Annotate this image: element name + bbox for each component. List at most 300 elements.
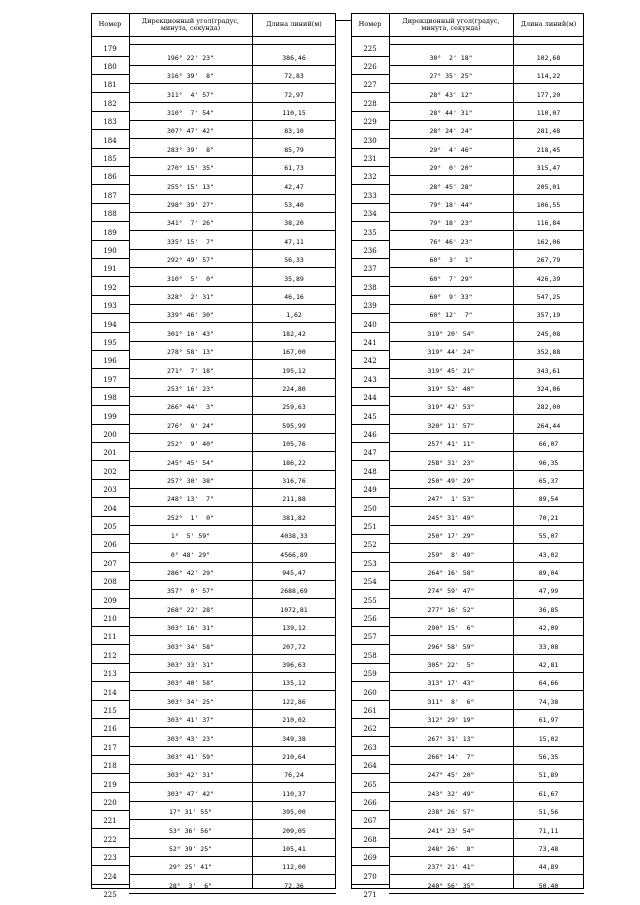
direction-angle-cell: 252° 9' 40" [167,440,214,449]
point-number: 239 [363,302,377,311]
line-length-cell: 282,00 [536,403,561,412]
row-separator [129,414,336,415]
line-length-cell: 357,19 [536,311,561,320]
point-number: 231 [363,154,377,163]
header-number: Номер [98,20,122,29]
line-length-cell: 1,62 [286,311,302,320]
number-separator [91,681,129,682]
number-separator [91,56,129,57]
point-number: 263 [363,743,377,752]
row-separator [389,341,584,342]
row-separator [389,396,584,397]
direction-angle-cell: 30° 2' 18" [429,53,473,62]
number-separator [351,148,389,149]
point-number: 228 [363,99,377,108]
direction-angle-cell: 328° 2' 31" [167,292,214,301]
line-length-cell: 267,79 [536,256,561,265]
line-length-cell: 110,15 [282,108,306,117]
point-number: 227 [363,81,377,90]
direction-angle-cell: 278° 58' 13" [167,348,214,357]
row-separator [389,874,584,875]
direction-angle-cell: 243° 32' 49" [427,789,475,798]
number-separator [91,442,129,443]
point-number: 255 [363,596,377,605]
number-separator [351,736,389,737]
point-number: 219 [103,780,117,789]
line-length-cell: 85,79 [284,145,304,154]
row-separator [389,838,584,839]
row-separator [389,83,584,84]
number-separator [351,111,389,112]
direction-angle-cell: 286° 42' 29" [167,568,214,577]
direction-angle-cell: 247° 1' 53" [427,495,475,504]
point-number: 215 [103,706,117,715]
line-length-cell: 89,04 [538,568,559,577]
direction-angle-cell: 257° 41' 11" [427,440,475,449]
number-separator [351,276,389,277]
row-separator [129,709,336,710]
number-separator [351,644,389,645]
row-separator [129,506,336,507]
direction-angle-cell: 303° 47' 42" [167,789,214,798]
row-separator [389,322,584,323]
direction-angle-cell: 311° 8' 6" [427,697,475,706]
row-separator [389,727,584,728]
row-separator [389,654,584,655]
row-separator [129,175,336,176]
row-separator [389,764,584,765]
direction-angle-cell: 303° 34' 25" [167,697,214,706]
table-connector-line [336,20,351,21]
number-separator [351,240,389,241]
row-separator [389,598,584,599]
point-number: 271 [363,890,377,899]
point-number: 262 [363,725,377,734]
direction-angle-cell: 319° 44' 24" [427,348,475,357]
line-length-cell: 135,12 [282,679,306,688]
row-separator [129,359,336,360]
row-separator [389,249,584,250]
direction-angle-cell: 27° 35' 25" [429,72,473,81]
direction-angle-cell: 53° 36' 56" [168,826,213,835]
row-separator [129,874,336,875]
line-length-cell: 116,84 [536,219,561,228]
direction-angle-cell: 245° 31' 49" [427,513,475,522]
direction-angle-cell: 29° 4' 46" [429,145,473,154]
line-length-cell: 595,99 [282,421,306,430]
row-separator [389,893,584,894]
row-separator [129,764,336,765]
number-separator [351,755,389,756]
point-number: 213 [103,670,117,679]
point-number: 195 [103,338,117,347]
row-separator [389,506,584,507]
line-length-cell: 56,33 [284,256,304,265]
number-separator [351,442,389,443]
header-angle: Дирекционный угол(градус, минута, секунда) [402,16,500,32]
number-separator [351,332,389,333]
row-separator [389,635,584,636]
line-length-cell: 72,97 [284,90,304,99]
number-separator [91,111,129,112]
line-length-cell: 51,56 [538,808,559,817]
line-length-cell: 106,55 [536,200,561,209]
number-separator [91,589,129,590]
line-length-cell: 205,01 [536,182,561,191]
line-length-cell: 83,10 [284,127,304,136]
line-length-cell: 42,47 [284,182,304,191]
direction-angle-cell: 307° 47' 42" [167,127,214,136]
line-length-cell: 218,45 [536,145,561,154]
line-length-cell: 114,22 [536,72,561,81]
line-length-cell: 33,08 [538,642,559,651]
line-length-cell: 195,12 [282,366,306,375]
number-separator [91,295,129,296]
line-length-cell: 177,20 [536,90,561,99]
line-length-cell: 245,08 [536,329,561,338]
number-separator [91,203,129,204]
number-separator [91,755,129,756]
direction-angle-cell: 266° 44' 3" [167,403,214,412]
number-separator [351,589,389,590]
direction-angle-cell: 316° 39' 8" [167,72,214,81]
line-length-cell: 122,86 [282,697,306,706]
line-length-cell: 2688,69 [280,587,308,596]
line-length-cell: 61,73 [284,164,304,173]
direction-angle-cell: 270° 15' 35" [167,164,214,173]
number-separator [91,810,129,811]
line-length-cell: 945,47 [282,568,306,577]
number-separator [351,865,389,866]
number-separator [351,608,389,609]
line-length-cell: 35,89 [284,274,304,283]
point-number: 236 [363,246,377,255]
row-separator [129,819,336,820]
line-length-cell: 110,37 [282,789,306,798]
row-separator [389,378,584,379]
table-header [351,14,584,37]
point-number: 200 [103,430,117,439]
line-length-cell: 42,81 [538,660,559,669]
number-separator [351,497,389,498]
number-separator [91,405,129,406]
number-separator [91,608,129,609]
point-number: 198 [103,394,117,403]
row-separator [389,359,584,360]
row-separator [129,433,336,434]
direction-angle-cell: 310° 5' 0" [167,274,214,283]
point-number: 220 [103,798,117,807]
line-length-cell: 386,46 [282,53,306,62]
point-number: 269 [363,854,377,863]
row-separator [129,856,336,857]
line-length-cell: 66,07 [538,440,559,449]
point-number: 225 [103,890,117,899]
line-length-cell: 70,21 [538,513,559,522]
line-length-cell: 167,00 [282,348,306,357]
header-angle: Дирекционный угол(градус, минута, секунда) [141,16,240,32]
header-number: Номер [358,20,382,29]
number-separator [351,663,389,664]
point-number: 184 [103,136,117,145]
direction-angle-cell: 303° 43' 23" [167,734,214,743]
number-separator [351,460,389,461]
direction-angle-cell: 257° 30' 38" [167,476,214,485]
number-separator [351,56,389,57]
direction-angle-cell: 271° 7' 18" [167,366,214,375]
direction-angle-cell: 29° 0' 20" [429,164,473,173]
direction-angle-cell: 258° 31' 23" [427,458,475,467]
row-separator [389,801,584,802]
line-length-cell: 105,76 [282,440,306,449]
number-separator [351,313,389,314]
number-separator [91,828,129,829]
point-number: 208 [103,578,117,587]
direction-angle-cell: 247° 45' 20" [427,771,475,780]
line-length-cell: 139,12 [282,624,306,633]
number-separator [351,516,389,517]
direction-angle-cell: 264° 16' 58" [427,568,475,577]
row-separator [389,304,584,305]
line-length-cell: 43,02 [538,550,559,559]
direction-angle-cell: 303° 41' 59" [167,752,214,761]
direction-angle-cell: 310° 7' 54" [167,108,214,117]
point-number: 244 [363,394,377,403]
direction-angle-cell: 76° 46' 23" [429,237,473,246]
row-separator [129,120,336,121]
row-separator [389,120,584,121]
row-separator [129,267,336,268]
direction-angle-cell: 0° 48' 29" [170,550,211,559]
point-number: 193 [103,302,117,311]
line-length-cell: 72,83 [284,72,304,81]
point-number: 194 [103,320,117,329]
direction-angle-cell: 250° 49' 29" [427,476,475,485]
number-separator [351,479,389,480]
row-separator [129,598,336,599]
number-separator [351,129,389,130]
number-separator [91,460,129,461]
row-separator [389,709,584,710]
point-number: 182 [103,99,117,108]
number-separator [91,884,129,885]
number-separator [351,424,389,425]
row-separator [389,690,584,691]
direction-angle-cell: 303° 42' 31" [167,771,214,780]
number-separator [91,497,129,498]
row-separator [129,212,336,213]
number-separator [91,258,129,259]
point-number: 181 [103,81,117,90]
number-separator [351,184,389,185]
row-separator [389,267,584,268]
point-number: 201 [103,449,117,458]
direction-angle-cell: 28° 24' 24" [429,127,473,136]
direction-angle-cell: 240° 56' 35" [427,881,475,890]
row-separator [129,378,336,379]
direction-angle-cell: 320° 11' 57" [427,421,475,430]
direction-angle-cell: 196° 22' 23" [167,53,214,62]
direction-angle-cell: 237° 21' 41" [427,863,475,872]
number-separator [91,700,129,701]
number-separator [91,332,129,333]
number-separator [91,479,129,480]
number-separator [91,148,129,149]
point-number: 261 [363,706,377,715]
direction-angle-cell: 248° 26' 8" [427,844,475,853]
point-number: 196 [103,357,117,366]
direction-angle-cell: 335° 15' 7" [167,237,214,246]
point-number: 253 [363,559,377,568]
row-separator [129,543,336,544]
line-length-cell: 64,66 [538,679,559,688]
line-length-cell: 15,02 [538,734,559,743]
point-number: 235 [363,228,377,237]
line-length-cell: 53,40 [284,200,304,209]
line-length-cell: 42,09 [538,624,559,633]
direction-angle-cell: 28° 44' 31" [429,108,473,117]
direction-angle-cell: 274° 59' 47" [427,587,475,596]
point-number: 186 [103,173,117,182]
number-separator [351,92,389,93]
line-length-cell: 426,39 [536,274,561,283]
number-separator [91,571,129,572]
line-length-cell: 396,63 [282,660,306,669]
line-length-cell: 381,82 [282,513,306,522]
row-separator [389,175,584,176]
line-length-cell: 56,35 [538,752,559,761]
point-number: 212 [103,651,117,660]
row-separator [129,690,336,691]
line-length-cell: 207,72 [282,642,306,651]
direction-angle-cell: 253° 16' 23" [167,384,214,393]
direction-angle-cell: 268° 22' 28" [167,605,214,614]
row-separator [129,580,336,581]
number-separator [351,718,389,719]
row-separator [129,65,336,66]
row-separator [389,470,584,471]
point-number: 267 [363,817,377,826]
point-number: 225 [363,44,377,53]
line-length-cell: 110,07 [536,108,561,117]
point-number: 250 [363,504,377,513]
number-separator [351,828,389,829]
number-separator [91,847,129,848]
point-number: 224 [103,872,117,881]
point-number: 265 [363,780,377,789]
direction-angle-cell: 313° 17' 43" [427,679,475,688]
number-separator [91,313,129,314]
number-separator [351,700,389,701]
point-number: 202 [103,467,117,476]
point-number: 192 [103,283,117,292]
row-separator [389,65,584,66]
line-length-cell: 65,37 [538,476,559,485]
direction-angle-cell: 277° 16' 52" [427,605,475,614]
point-number: 252 [363,541,377,550]
header-length: Длина линий(м) [266,20,322,29]
direction-angle-cell: 29° 25' 41" [168,863,213,872]
number-separator [91,92,129,93]
direction-angle-cell: 303° 16' 31" [167,624,214,633]
row-separator [129,304,336,305]
row-separator [389,44,584,45]
direction-angle-cell: 259° 8' 49" [427,550,475,559]
point-number: 258 [363,651,377,660]
point-number: 180 [103,62,117,71]
row-separator [129,782,336,783]
row-separator [389,562,584,563]
row-separator [129,838,336,839]
row-separator [129,470,336,471]
point-number: 264 [363,762,377,771]
point-number: 209 [103,596,117,605]
line-length-cell: 259,63 [282,403,306,412]
number-separator [91,626,129,627]
number-separator [351,571,389,572]
line-length-cell: 96,35 [538,458,559,467]
point-number: 257 [363,633,377,642]
number-separator [91,644,129,645]
point-number: 222 [103,835,117,844]
direction-angle-cell: 341° 7' 26" [167,219,214,228]
line-length-cell: 55,07 [538,532,559,541]
point-number: 238 [363,283,377,292]
direction-angle-cell: 357° 0' 57" [167,587,214,596]
row-separator [129,525,336,526]
point-number: 241 [363,338,377,347]
direction-angle-cell: 238° 26' 57" [427,808,475,817]
number-separator [351,534,389,535]
line-length-cell: 182,42 [282,329,306,338]
number-separator [351,405,389,406]
point-number: 240 [363,320,377,329]
row-separator [389,782,584,783]
row-separator [129,635,336,636]
direction-angle-cell: 79° 18' 44" [429,200,473,209]
number-separator [351,792,389,793]
number-separator [91,350,129,351]
direction-angle-cell: 52° 39' 25" [168,844,213,853]
line-length-cell: 38,20 [284,219,304,228]
row-separator [389,451,584,452]
row-separator [129,249,336,250]
line-length-cell: 61,67 [538,789,559,798]
point-number: 233 [363,191,377,200]
point-number: 248 [363,467,377,476]
line-length-cell: 162,06 [536,237,561,246]
number-separator [91,718,129,719]
direction-angle-cell: 303° 40' 58" [167,679,214,688]
point-number: 270 [363,872,377,881]
direction-angle-cell: 296° 58' 59" [427,642,475,651]
line-length-cell: 324,06 [536,384,561,393]
direction-angle-cell: 28° 43' 12" [429,90,473,99]
number-separator [91,166,129,167]
row-separator [389,488,584,489]
direction-angle-cell: 60° 3' 1" [429,256,473,265]
row-separator [389,433,584,434]
line-length-cell: 71,11 [538,826,559,835]
line-length-cell: 352,88 [536,348,561,357]
point-number: 210 [103,614,117,623]
row-separator [129,230,336,231]
table-header [91,14,336,37]
row-separator [389,102,584,103]
point-number: 206 [103,541,117,550]
number-separator [91,368,129,369]
point-number: 268 [363,835,377,844]
